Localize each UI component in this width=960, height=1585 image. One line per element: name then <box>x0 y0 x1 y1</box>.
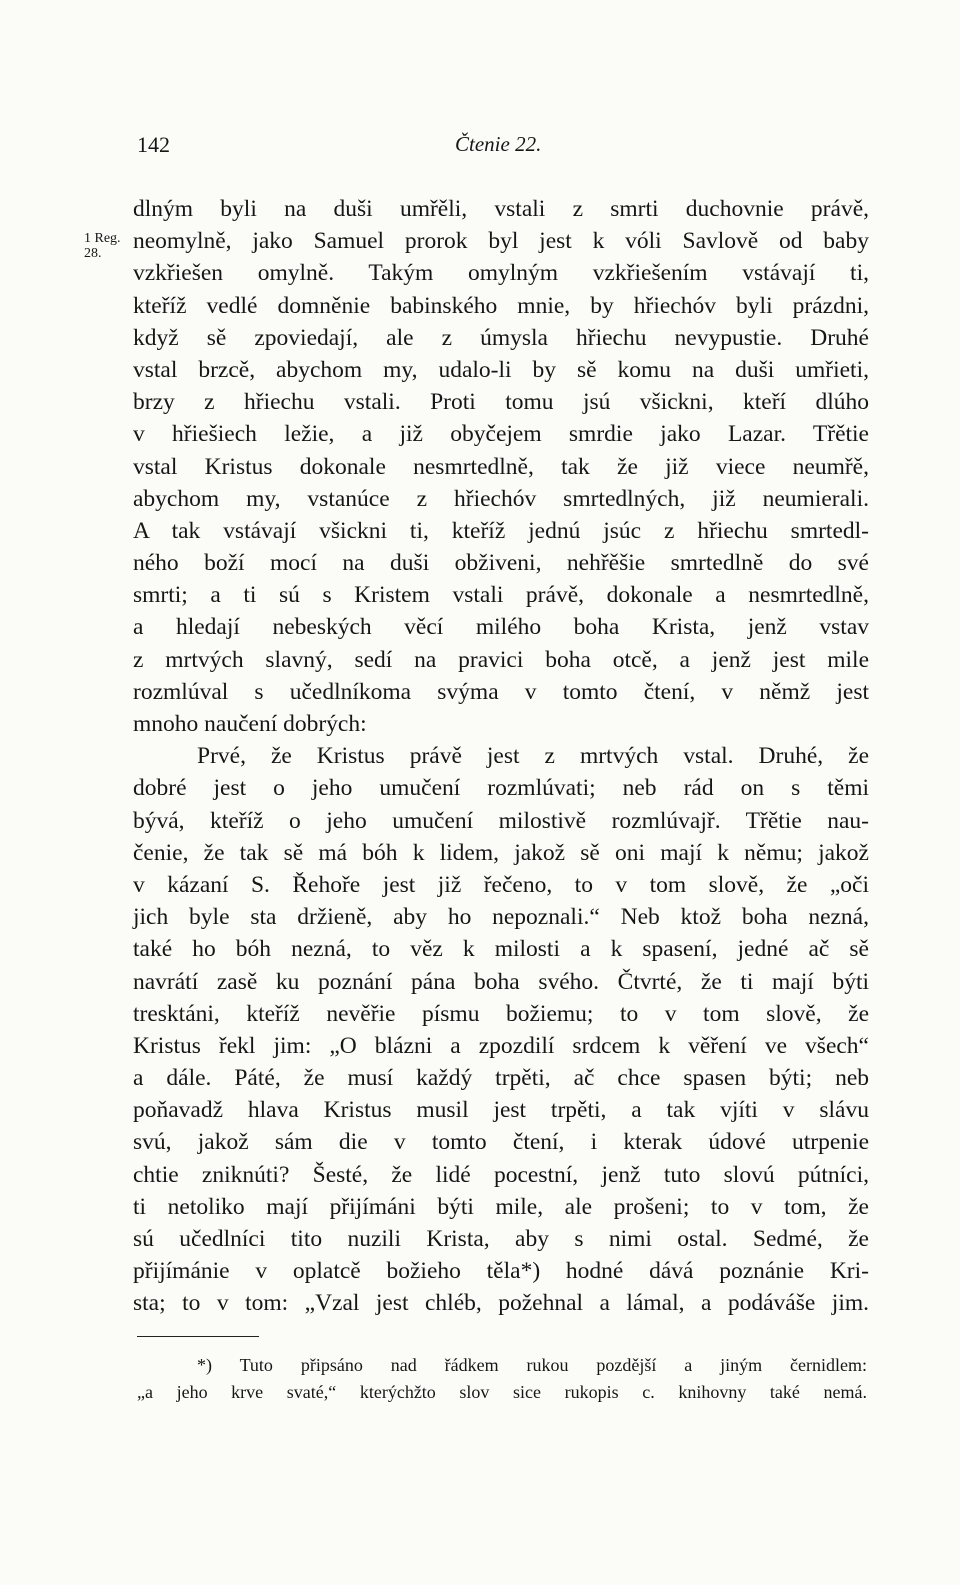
text-line: dobré jest o jeho umučení rozmlúvati; neb rád on s těmi <box>133 775 869 802</box>
page-number: 142 <box>137 132 170 157</box>
footnote-divider <box>137 1336 259 1337</box>
body-text <box>133 193 869 1320</box>
running-title: Čtenie 22. <box>455 132 542 156</box>
text-line: mnoho naučení dobrých: <box>133 711 367 737</box>
text-line: Prvé, že Kristus právě jest z mrtvých vstal. Druhé, že <box>197 743 869 770</box>
page-header <box>137 132 867 162</box>
text-line: čenie, že tak sě má bóh k lidem, jakož sě oni mají k němu; jakož <box>133 839 869 866</box>
margin-note-reference: 1 Reg. <box>84 231 121 246</box>
text-line: kteříž vedlé domněnie babinského mnie, by hřiechóv byli prázdni, <box>133 292 869 319</box>
text-line: když sě zpoviedají, ale z úmysla hřiechu nevypustie. Druhé <box>133 324 869 351</box>
footnote <box>137 1352 867 1406</box>
text-line: sta; to v tom: „Vzal jest chléb, požehnal a lámal, a podáváše jim. <box>133 1290 869 1317</box>
text-line: vstal brzcě, abychom my, udalo-li by sě komu na duši umřieti, <box>133 356 869 383</box>
text-line: také ho bóh nezná, to věz k milosti a k spasení, jedné ač sě <box>133 936 869 963</box>
text-line: vstal Kristus dokonale nesmrtedlně, tak že již viece neumřě, <box>133 453 869 480</box>
text-line: ti netoliko mají přijímáni býti mile, ale prošeni; to v tom, že <box>133 1193 869 1220</box>
text-line: v kázaní S. Řehoře jest již řečeno, to v tom slově, že „oči <box>133 871 869 898</box>
text-line: A tak vstávají všickni ti, kteříž jednú jsúc z hřiechu smrtedl- <box>133 517 869 544</box>
text-line: chtie zniknúti? Šesté, že lidé pocestní, jenž tuto slovú pútníci, <box>133 1161 869 1188</box>
text-line: sú učedlníci tito nuzili Krista, aby s nimi ostal. Sedmé, že <box>133 1226 869 1252</box>
text-line: poňavadž hlava Kristus musil jest trpěti, a tak vjíti v slávu <box>133 1097 869 1124</box>
margin-note <box>84 231 130 261</box>
text-line: smrti; a ti sú s Kristem vstali právě, dokonale a nesmrtedlně, <box>133 582 869 609</box>
text-line: a dále. Páté, že musí každý trpěti, ač chce spasen býti; neb <box>133 1065 869 1092</box>
text-line: neomylně, jako Samuel prorok byl jest k vóli Savlově od baby <box>133 228 869 255</box>
text-line: brzy z hřiechu vstali. Proti tomu jsú všickni, kteří dlúho <box>133 389 869 416</box>
text-line: dlným byli na duši umřěli, vstali z smrti duchovnie právě, <box>133 196 869 222</box>
text-line: ného boží mocí na duši obživeni, nehřěšie smrtedlně do své <box>133 550 869 577</box>
text-line: Kristus řekl jim: „O blázni a zpozdilí srdcem k věření ve všech“ <box>133 1032 869 1059</box>
text-line: a hledají nebeských věcí milého boha Krista, jenž vstav <box>133 614 869 641</box>
text-line: přijímánie v oplatcě božieho těla*) hodné dává poznánie Kri- <box>133 1258 869 1285</box>
text-line: navrátí zasě ku poznání pána boha svého. Čtvrté, že ti mají býti <box>133 968 869 995</box>
text-line: bývá, kteříž o jeho umučení milostivě rozmlúvajř. Třětie nau- <box>133 807 869 834</box>
text-line: svú, jakož sám die v tomto čtení, i kterak údové utrpenie <box>133 1129 869 1156</box>
text-line: z mrtvých slavný, sedí na pravici boha otcě, a jenž jest mile <box>133 646 869 673</box>
text-line: abychom my, vstanúce z hřiechóv smrtedlných, již neumierali. <box>133 485 869 512</box>
text-line: vzkřiešen omylně. Takým omylným vzkřiešením vstávají ti, <box>133 260 869 287</box>
text-line: jich byle sta držieně, aby ho nepoznali.“ Neb ktož boha nezná, <box>133 904 869 931</box>
margin-note-chapter: 28. <box>84 246 102 261</box>
footnote-line: *) Tuto připsáno nad řádkem rukou pozdější a jiným černidlem: <box>197 1355 867 1375</box>
text-line: v hřiešiech ležie, a již obyčejem smrdie jako Lazar. Třětie <box>133 421 869 448</box>
text-line: tresktáni, kteříž nevěřie písmu božiemu; to v tom slově, že <box>133 1000 869 1027</box>
footnote-line: „a jeho krve svaté,“ kterýchžto slov sice rukopis c. knihovny také nemá. <box>137 1382 867 1402</box>
text-line: rozmlúval s učedlníkoma svýma v tomto čtení, v němž jest <box>133 678 869 705</box>
